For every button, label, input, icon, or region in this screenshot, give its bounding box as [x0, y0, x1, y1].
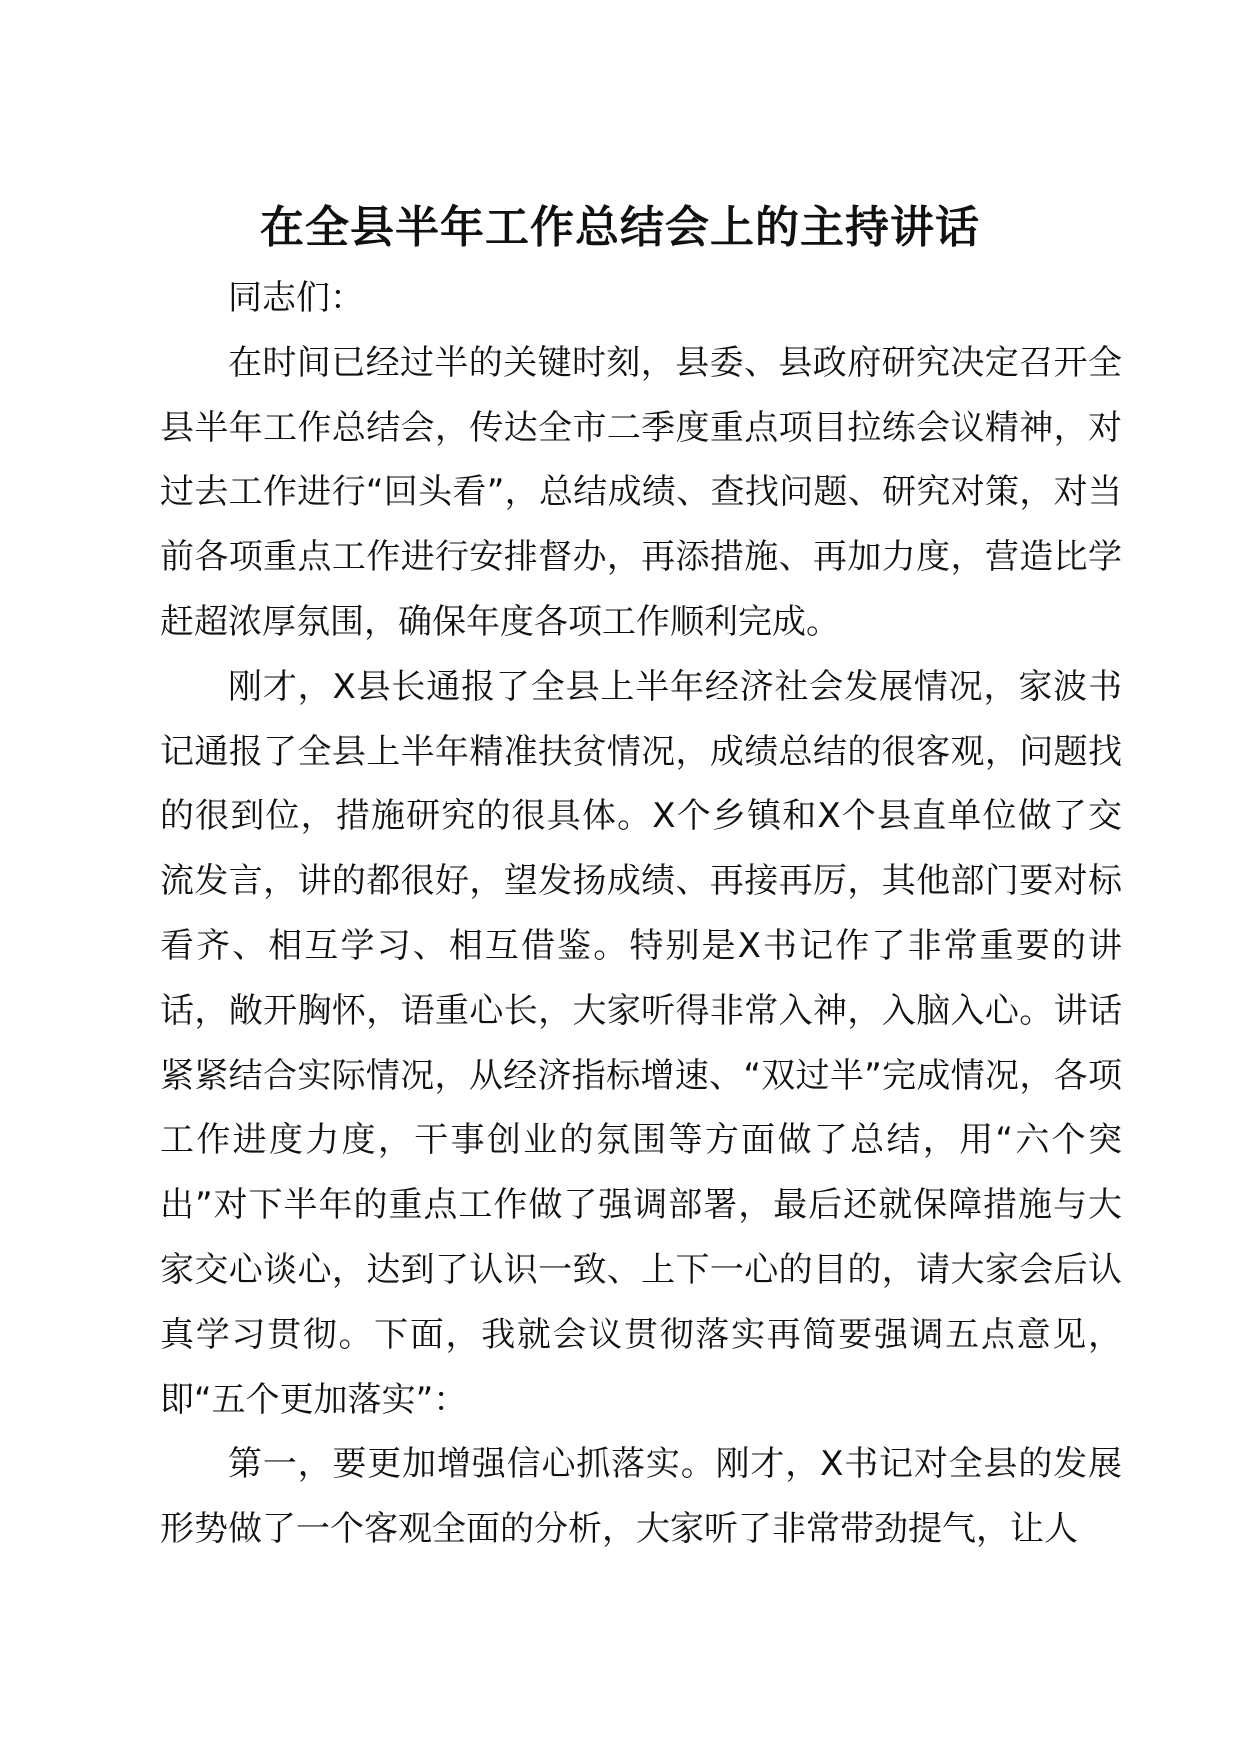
body-paragraph: 刚才，X县长通报了全县上半年经济社会发展情况，家波书记通报了全县上半年精准扶贫情况，成绩总结的很客观，问题找的很到位，措施研究的很具体。X个乡镇和X个县直单位做了交流发言，讲的都很好，望发扬成绩、再接再厉，其他部门要对标看齐、相互学习、相互借鉴。特别是X书记作了非常重要的讲话，敞开胸怀，语重心长，大家听得非常入神，入脑入心。讲话紧紧结合实际情况，从经济指标增速、“双过半”完成情况，各项工作进度力度，干事创业的氛围等方面做了总结，用“六个突出”对下半年的重点工作做了强调部署，最后还就保障措施与大家交心谈心，达到了认识一致、上下一心的目的，请大家会后认真学习贯彻。下面，我就会议贯彻落实再简要强调五点意见，即“五个更加落实”： [160, 666, 1122, 1420]
body-paragraph: 在时间已经过半的关键时刻，县委、县政府研究决定召开全县半年工作总结会，传达全市二季度重点项目拉练会议精神，对过去工作进行“回头看”，总结成绩、查找问题、研究对策，对当前各项重点工作进行安排督办，再添措施、再加力度，营造比学赶超浓厚氛围，确保年度各项工作顺利完成。 [160, 342, 1122, 642]
document-body [160, 266, 1122, 1562]
body-paragraph: 第一，要更加增强信心抓落实。刚才，X书记对全县的发展形势做了一个客观全面的分析，大家听了非常带劲提气，让人 [160, 1444, 1122, 1550]
salutation-paragraph: 同志们： [228, 278, 364, 318]
document-title: 在全县半年工作总结会上的主持讲话 [260, 202, 980, 253]
